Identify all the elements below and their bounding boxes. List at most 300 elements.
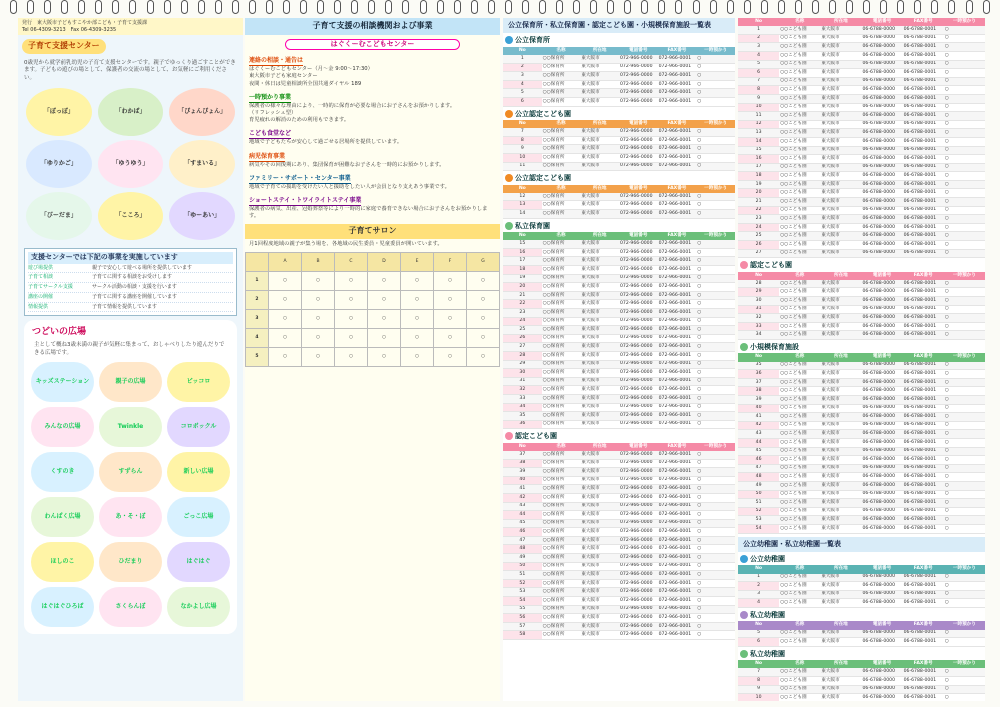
directory-cell: 06-6788-0001	[903, 599, 944, 608]
directory-cell: ○○こども園	[779, 223, 820, 232]
plaza-name: みんなの広場	[44, 423, 81, 431]
row-number: 41	[503, 485, 542, 494]
directory-cell: 東大阪市	[580, 291, 619, 300]
directory-header-row	[738, 272, 985, 280]
salon-cell: ○	[368, 310, 401, 329]
support-service-row	[28, 303, 233, 313]
directory-row	[738, 198, 985, 207]
directory-header-cell: 電話番号	[619, 47, 658, 55]
directory-cell: ○○こども園	[779, 447, 820, 456]
directory-cell: 06-6788-0000	[861, 630, 902, 638]
directory-cell: 06-6788-0000	[861, 241, 902, 250]
directory-cell: 東大阪市	[820, 370, 861, 379]
directory-cell: 東大阪市	[580, 154, 619, 163]
directory-cell: 072-966-0001	[658, 89, 697, 98]
row-number: 7	[738, 77, 779, 86]
directory-cell: 06-6788-0000	[861, 676, 902, 685]
directory-cell: 06-6788-0001	[903, 464, 944, 473]
column-nursery-list	[503, 18, 735, 701]
directory-cell: ○○保育所	[542, 283, 581, 292]
binding-ring	[556, 0, 563, 14]
directory-cell: 東大阪市	[820, 490, 861, 499]
directory-cell: ○○こども園	[779, 94, 820, 103]
directory-cell: ○	[944, 103, 985, 112]
directory-cell: 072-966-0001	[658, 386, 697, 395]
row-number: 54	[738, 524, 779, 533]
directory-cell: ○○保育所	[542, 309, 581, 318]
directory-header-cell: 電話番号	[861, 18, 902, 26]
consultation-section	[249, 127, 496, 146]
directory-cell: 072-966-0000	[619, 502, 658, 511]
directory-cell: 06-6788-0001	[903, 507, 944, 516]
salon-row	[246, 348, 500, 367]
directory-row	[738, 630, 985, 638]
directory-header-cell: No	[503, 120, 542, 128]
plaza-name: あ・そ・ぼ	[115, 513, 146, 521]
directory-row	[503, 468, 735, 477]
directory-row	[738, 582, 985, 591]
directory-cell: 06-6788-0000	[861, 464, 902, 473]
plaza-name: キッズステーション	[35, 378, 90, 386]
directory-cell: ○○こども園	[779, 404, 820, 413]
consultation-section	[249, 150, 496, 169]
directory-cell: 06-6788-0001	[903, 232, 944, 241]
section-heading: こども食堂など	[249, 130, 291, 139]
row-number: 8	[738, 676, 779, 685]
directory-cell: ○	[944, 362, 985, 370]
directory-row	[503, 562, 735, 571]
plaza-card	[99, 587, 162, 627]
directory-cell: ○	[944, 69, 985, 78]
support-service-row	[28, 273, 233, 283]
directory-row	[738, 172, 985, 181]
directory-row	[738, 155, 985, 164]
row-number: 38	[738, 387, 779, 396]
directory-cell: ○	[944, 404, 985, 413]
directory-cell: 06-6788-0001	[903, 490, 944, 499]
directory-cell: 東大阪市	[820, 77, 861, 86]
salon-cell: ○	[434, 272, 467, 291]
directory-cell: ○○こども園	[779, 490, 820, 499]
directory-header-cell: FAX番号	[903, 353, 944, 361]
support-service-desc: サークル活動の相談・支援を行います	[92, 284, 177, 290]
directory-cell: 06-6788-0001	[903, 86, 944, 95]
directory-cell: 072-966-0000	[619, 257, 658, 266]
row-number: 29	[503, 360, 542, 369]
directory-cell: ○	[944, 288, 985, 297]
directory-cell: ○	[696, 136, 735, 145]
salon-header-cell	[246, 253, 269, 272]
directory-cell: 東大阪市	[820, 51, 861, 60]
directory-cell: ○○保育所	[542, 360, 581, 369]
directory-header-cell: 名称	[779, 272, 820, 280]
directory-cell: ○○こども園	[779, 516, 820, 525]
row-number: 40	[738, 404, 779, 413]
directory-cell: 06-6788-0000	[861, 638, 902, 647]
directory-cell: 072-966-0000	[619, 274, 658, 283]
directory-cell: ○○こども園	[779, 120, 820, 129]
directory-cell: ○○こども園	[779, 86, 820, 95]
row-number: 3	[738, 43, 779, 52]
binding-ring	[829, 0, 836, 14]
binding-ring	[385, 0, 392, 14]
binding-ring	[454, 0, 461, 14]
directory-cell: ○	[944, 112, 985, 121]
directory-row	[503, 360, 735, 369]
salon-cell: ○	[368, 329, 401, 348]
directory-cell: 東大阪市	[820, 590, 861, 599]
center-name: 「ぴょんぴょん」	[178, 108, 227, 116]
directory-table	[738, 621, 985, 646]
row-number: 43	[738, 430, 779, 439]
directory-row	[503, 317, 735, 326]
directory-cell: 06-6788-0001	[903, 180, 944, 189]
salon-cell: ○	[269, 329, 302, 348]
directory-cell: 東大阪市	[820, 288, 861, 297]
row-number: 56	[503, 614, 542, 623]
section-marker-icon	[505, 36, 513, 44]
directory-row	[738, 378, 985, 387]
directory-header-row	[738, 353, 985, 361]
row-number: 52	[503, 579, 542, 588]
directory-cell: 06-6788-0000	[861, 413, 902, 422]
directory-cell: ○	[944, 396, 985, 405]
directory-cell: ○	[944, 387, 985, 396]
directory-cell: ○○こども園	[779, 249, 820, 258]
row-number: 15	[503, 240, 542, 248]
directory-cell: 東大阪市	[580, 317, 619, 326]
directory-cell: ○	[944, 447, 985, 456]
directory-header-cell: 一時預かり	[944, 621, 985, 629]
center-name: 「すまいる」	[184, 160, 221, 168]
directory-row	[738, 490, 985, 499]
plaza-name: ひだまり	[118, 558, 143, 566]
directory-cell: 東大阪市	[820, 103, 861, 112]
directory-cell: 東大阪市	[580, 519, 619, 528]
directory-cell: ○	[696, 554, 735, 563]
row-number: 1	[738, 26, 779, 34]
directory-header-cell: 一時預かり	[944, 272, 985, 280]
directory-header-cell: 所在地	[580, 47, 619, 55]
directory-cell: 06-6788-0001	[903, 163, 944, 172]
directory-cell: ○	[944, 490, 985, 499]
row-number: 51	[738, 499, 779, 508]
directory-row	[738, 120, 985, 129]
row-number: 9	[738, 685, 779, 694]
center-name: 「こころ」	[115, 212, 146, 220]
row-number: 36	[738, 370, 779, 379]
directory-cell: ○○こども園	[779, 430, 820, 439]
directory-cell: 東大阪市	[820, 155, 861, 164]
directory-cell: 東大阪市	[820, 630, 861, 638]
section-line: 育児疲れの解消のための利用もできます。	[249, 117, 350, 124]
directory-cell: ○○保育所	[542, 98, 581, 107]
directory-cell: 東大阪市	[580, 240, 619, 248]
directory-cell: 06-6788-0001	[903, 378, 944, 387]
kindergarten-sections	[738, 552, 985, 701]
plaza-card	[31, 407, 94, 447]
row-number: 10	[738, 103, 779, 112]
directory-cell: ○○保育所	[542, 334, 581, 343]
salon-cell: ○	[401, 291, 434, 310]
directory-cell: ○	[696, 351, 735, 360]
kindergarten-list-title: 公立幼稚園・私立幼稚園一覧表	[738, 537, 985, 552]
directory-cell: ○○こども園	[779, 146, 820, 155]
directory-row	[503, 412, 735, 421]
salon-cell: ○	[434, 329, 467, 348]
directory-cell: 06-6788-0001	[903, 137, 944, 146]
directory-cell: ○○保育所	[542, 519, 581, 528]
directory-row	[738, 206, 985, 215]
plaza-card	[31, 587, 94, 627]
directory-cell: ○	[696, 614, 735, 623]
directory-cell: 東大阪市	[580, 351, 619, 360]
directory-cell: ○○保育所	[542, 528, 581, 537]
directory-cell: ○○保育所	[542, 562, 581, 571]
directory-header-cell: FAX番号	[903, 621, 944, 629]
row-number: 32	[503, 386, 542, 395]
directory-cell: ○○保育所	[542, 154, 581, 163]
binding-ring	[351, 0, 358, 14]
plaza-card	[31, 542, 94, 582]
salon-cell: ○	[467, 329, 500, 348]
support-center-intro: 0歳児から就学前乳幼児の子育て支援センターです。親子でゆっくり過ごすことができます。子どもの遊びの場として、保護者の交流の場として、お気軽にご利用ください。	[24, 59, 236, 81]
directory-cell: ○	[944, 499, 985, 508]
section-marker-icon	[740, 261, 748, 269]
directory-cell: ○	[696, 412, 735, 421]
section-line: 地域で子育ての援助を受けたい人と援助をしたい人が会員となり支えあう事業です。	[249, 183, 450, 190]
directory-cell: ○	[696, 248, 735, 257]
directory-row	[738, 249, 985, 258]
directory-cell: ○	[696, 571, 735, 580]
center-card	[26, 192, 92, 240]
binding-ring	[727, 0, 734, 14]
consultation-section	[249, 54, 496, 88]
directory-cell: 072-966-0000	[619, 394, 658, 403]
directory-cell: 東大阪市	[580, 614, 619, 623]
directory-row	[738, 396, 985, 405]
directory-cell: 東大阪市	[820, 86, 861, 95]
directory-header-row	[738, 660, 985, 668]
directory-cell: 072-966-0000	[619, 291, 658, 300]
directory-row	[738, 77, 985, 86]
directory-cell: 06-6788-0001	[903, 172, 944, 181]
directory-row	[503, 631, 735, 640]
row-number: 48	[738, 473, 779, 482]
center-name: 「ゆうゆう」	[112, 160, 149, 168]
directory-header-cell: FAX番号	[658, 185, 697, 193]
directory-header-cell: 一時預かり	[944, 565, 985, 573]
directory-cell: 072-966-0001	[658, 128, 697, 136]
plaza-name: 親子の広場	[115, 378, 146, 386]
directory-cell: 072-966-0001	[658, 511, 697, 520]
section-label-text: 私立保育園	[515, 221, 550, 230]
directory-cell: 06-6788-0001	[903, 60, 944, 69]
center-card	[26, 140, 92, 188]
directory-row	[503, 579, 735, 588]
directory-cell: ○○こども園	[779, 630, 820, 638]
directory-cell: 東大阪市	[580, 420, 619, 429]
salon-cell: ○	[467, 291, 500, 310]
binding-ring	[420, 0, 427, 14]
directory-header-cell: 名称	[542, 232, 581, 240]
binding-ring	[129, 0, 136, 14]
directory-cell: 06-6788-0001	[903, 638, 944, 647]
directory-cell: ○	[696, 605, 735, 614]
directory-cell: 東大阪市	[580, 377, 619, 386]
directory-cell: ○	[944, 638, 985, 647]
directory-header-cell: FAX番号	[903, 18, 944, 26]
section-marker-icon	[740, 650, 748, 658]
row-number: 23	[503, 309, 542, 318]
directory-cell: ○	[696, 420, 735, 429]
directory-cell: 072-966-0000	[619, 476, 658, 485]
section-label-text: 私立幼稚園	[750, 649, 785, 658]
directory-cell: 072-966-0000	[619, 72, 658, 81]
directory-cell: 072-966-0000	[619, 343, 658, 352]
directory-row	[503, 394, 735, 403]
directory-cell: 072-966-0001	[658, 571, 697, 580]
directory-cell: 072-966-0001	[658, 136, 697, 145]
directory-table	[503, 185, 735, 219]
directory-cell: ○○こども園	[779, 387, 820, 396]
directory-cell: ○	[696, 579, 735, 588]
center-name: 「ぽっぽ」	[43, 108, 74, 116]
directory-cell: ○○こども園	[779, 331, 820, 340]
directory-header-cell: 名称	[542, 120, 581, 128]
binding-ring	[300, 0, 307, 14]
directory-cell: 06-6788-0001	[903, 421, 944, 430]
salon-header-row	[246, 253, 500, 272]
binding-ring	[778, 0, 785, 14]
directory-header-cell: 名称	[542, 443, 581, 451]
directory-cell: ○	[696, 597, 735, 606]
directory-cell: ○○保育所	[542, 63, 581, 72]
directory-cell: 東大阪市	[580, 63, 619, 72]
directory-cell: 06-6788-0001	[903, 694, 944, 701]
directory-cell: ○○保育所	[542, 145, 581, 154]
directory-cell: 072-966-0000	[619, 334, 658, 343]
directory-section-label	[738, 608, 985, 621]
directory-row	[503, 193, 735, 201]
directory-cell: 06-6788-0000	[861, 43, 902, 52]
directory-row	[738, 499, 985, 508]
directory-row	[738, 180, 985, 189]
directory-cell: 072-966-0000	[619, 351, 658, 360]
directory-cell: ○○こども園	[779, 60, 820, 69]
row-number: 45	[503, 519, 542, 528]
directory-cell: 06-6788-0000	[861, 370, 902, 379]
directory-cell: 072-966-0001	[658, 614, 697, 623]
row-number: 40	[503, 476, 542, 485]
directory-cell: 東大阪市	[820, 438, 861, 447]
section-heading: ファミリー・サポート・センター事業	[249, 175, 351, 184]
directory-cell: ○○こども園	[779, 694, 820, 701]
binding-ring	[61, 0, 68, 14]
directory-cell: ○○こども園	[779, 26, 820, 34]
center-name: 「ゆりかご」	[40, 160, 77, 168]
publisher-header	[18, 18, 243, 35]
directory-cell: 東大阪市	[820, 314, 861, 323]
directory-cell: 東大阪市	[820, 499, 861, 508]
directory-cell: ○	[944, 94, 985, 103]
directory-cell: 072-966-0000	[619, 377, 658, 386]
plaza-card	[167, 587, 230, 627]
directory-row	[738, 473, 985, 482]
directory-cell: 東大阪市	[820, 582, 861, 591]
binding-ring	[812, 0, 819, 14]
row-number: 22	[503, 300, 542, 309]
center-name: 「ゆーあい」	[184, 212, 221, 220]
binding-ring	[573, 0, 580, 14]
directory-header-cell: No	[738, 565, 779, 573]
directory-row	[503, 201, 735, 210]
directory-table	[503, 443, 735, 640]
directory-cell: ○○こども園	[779, 232, 820, 241]
directory-cell: ○○こども園	[779, 574, 820, 582]
section-line: 保護者の様々な理由により、一時的に保育が必要な場合にお子さんをお預かりします。	[249, 102, 456, 109]
row-number: 38	[503, 459, 542, 468]
directory-cell: 072-966-0001	[658, 468, 697, 477]
plaza-card	[167, 542, 230, 582]
binding-ring	[710, 0, 717, 14]
row-number: 34	[738, 331, 779, 340]
directory-cell: 072-966-0001	[658, 459, 697, 468]
row-number: 39	[503, 468, 542, 477]
row-number: 5	[503, 89, 542, 98]
directory-cell: 072-966-0001	[658, 291, 697, 300]
section-marker-icon	[740, 611, 748, 619]
salon-cell: ○	[467, 348, 500, 367]
row-number: 16	[738, 155, 779, 164]
directory-cell: 072-966-0001	[658, 562, 697, 571]
directory-cell: 072-966-0001	[658, 55, 697, 63]
directory-header-row	[503, 47, 735, 55]
directory-cell: 072-966-0001	[658, 248, 697, 257]
directory-cell: 東大阪市	[820, 378, 861, 387]
row-number: 8	[738, 86, 779, 95]
binding-ring	[624, 0, 631, 14]
directory-cell: 06-6788-0001	[903, 146, 944, 155]
directory-row	[503, 554, 735, 563]
directory-cell: 06-6788-0001	[903, 51, 944, 60]
directory-cell: 東大阪市	[580, 283, 619, 292]
directory-cell: ○	[944, 574, 985, 582]
plaza-card	[31, 452, 94, 492]
directory-cell: ○○保育所	[542, 300, 581, 309]
row-number: 46	[503, 528, 542, 537]
directory-cell: ○	[944, 630, 985, 638]
directory-cell: 東大阪市	[820, 223, 861, 232]
directory-row	[738, 163, 985, 172]
directory-cell: ○	[696, 536, 735, 545]
directory-cell: ○	[944, 481, 985, 490]
directory-cell: 072-966-0001	[658, 485, 697, 494]
directory-cell: 東大阪市	[580, 622, 619, 631]
salon-cell: ○	[335, 291, 368, 310]
salon-cell: ○	[401, 348, 434, 367]
directory-cell: 東大阪市	[580, 502, 619, 511]
directory-cell: 072-966-0000	[619, 403, 658, 412]
directory-cell: ○	[696, 283, 735, 292]
directory-row	[738, 34, 985, 43]
directory-row	[738, 574, 985, 582]
center-card	[169, 140, 235, 188]
salon-cell: ○	[434, 310, 467, 329]
binding-ring	[78, 0, 85, 14]
directory-cell: 06-6788-0001	[903, 447, 944, 456]
directory-cell: 06-6788-0000	[861, 198, 902, 207]
